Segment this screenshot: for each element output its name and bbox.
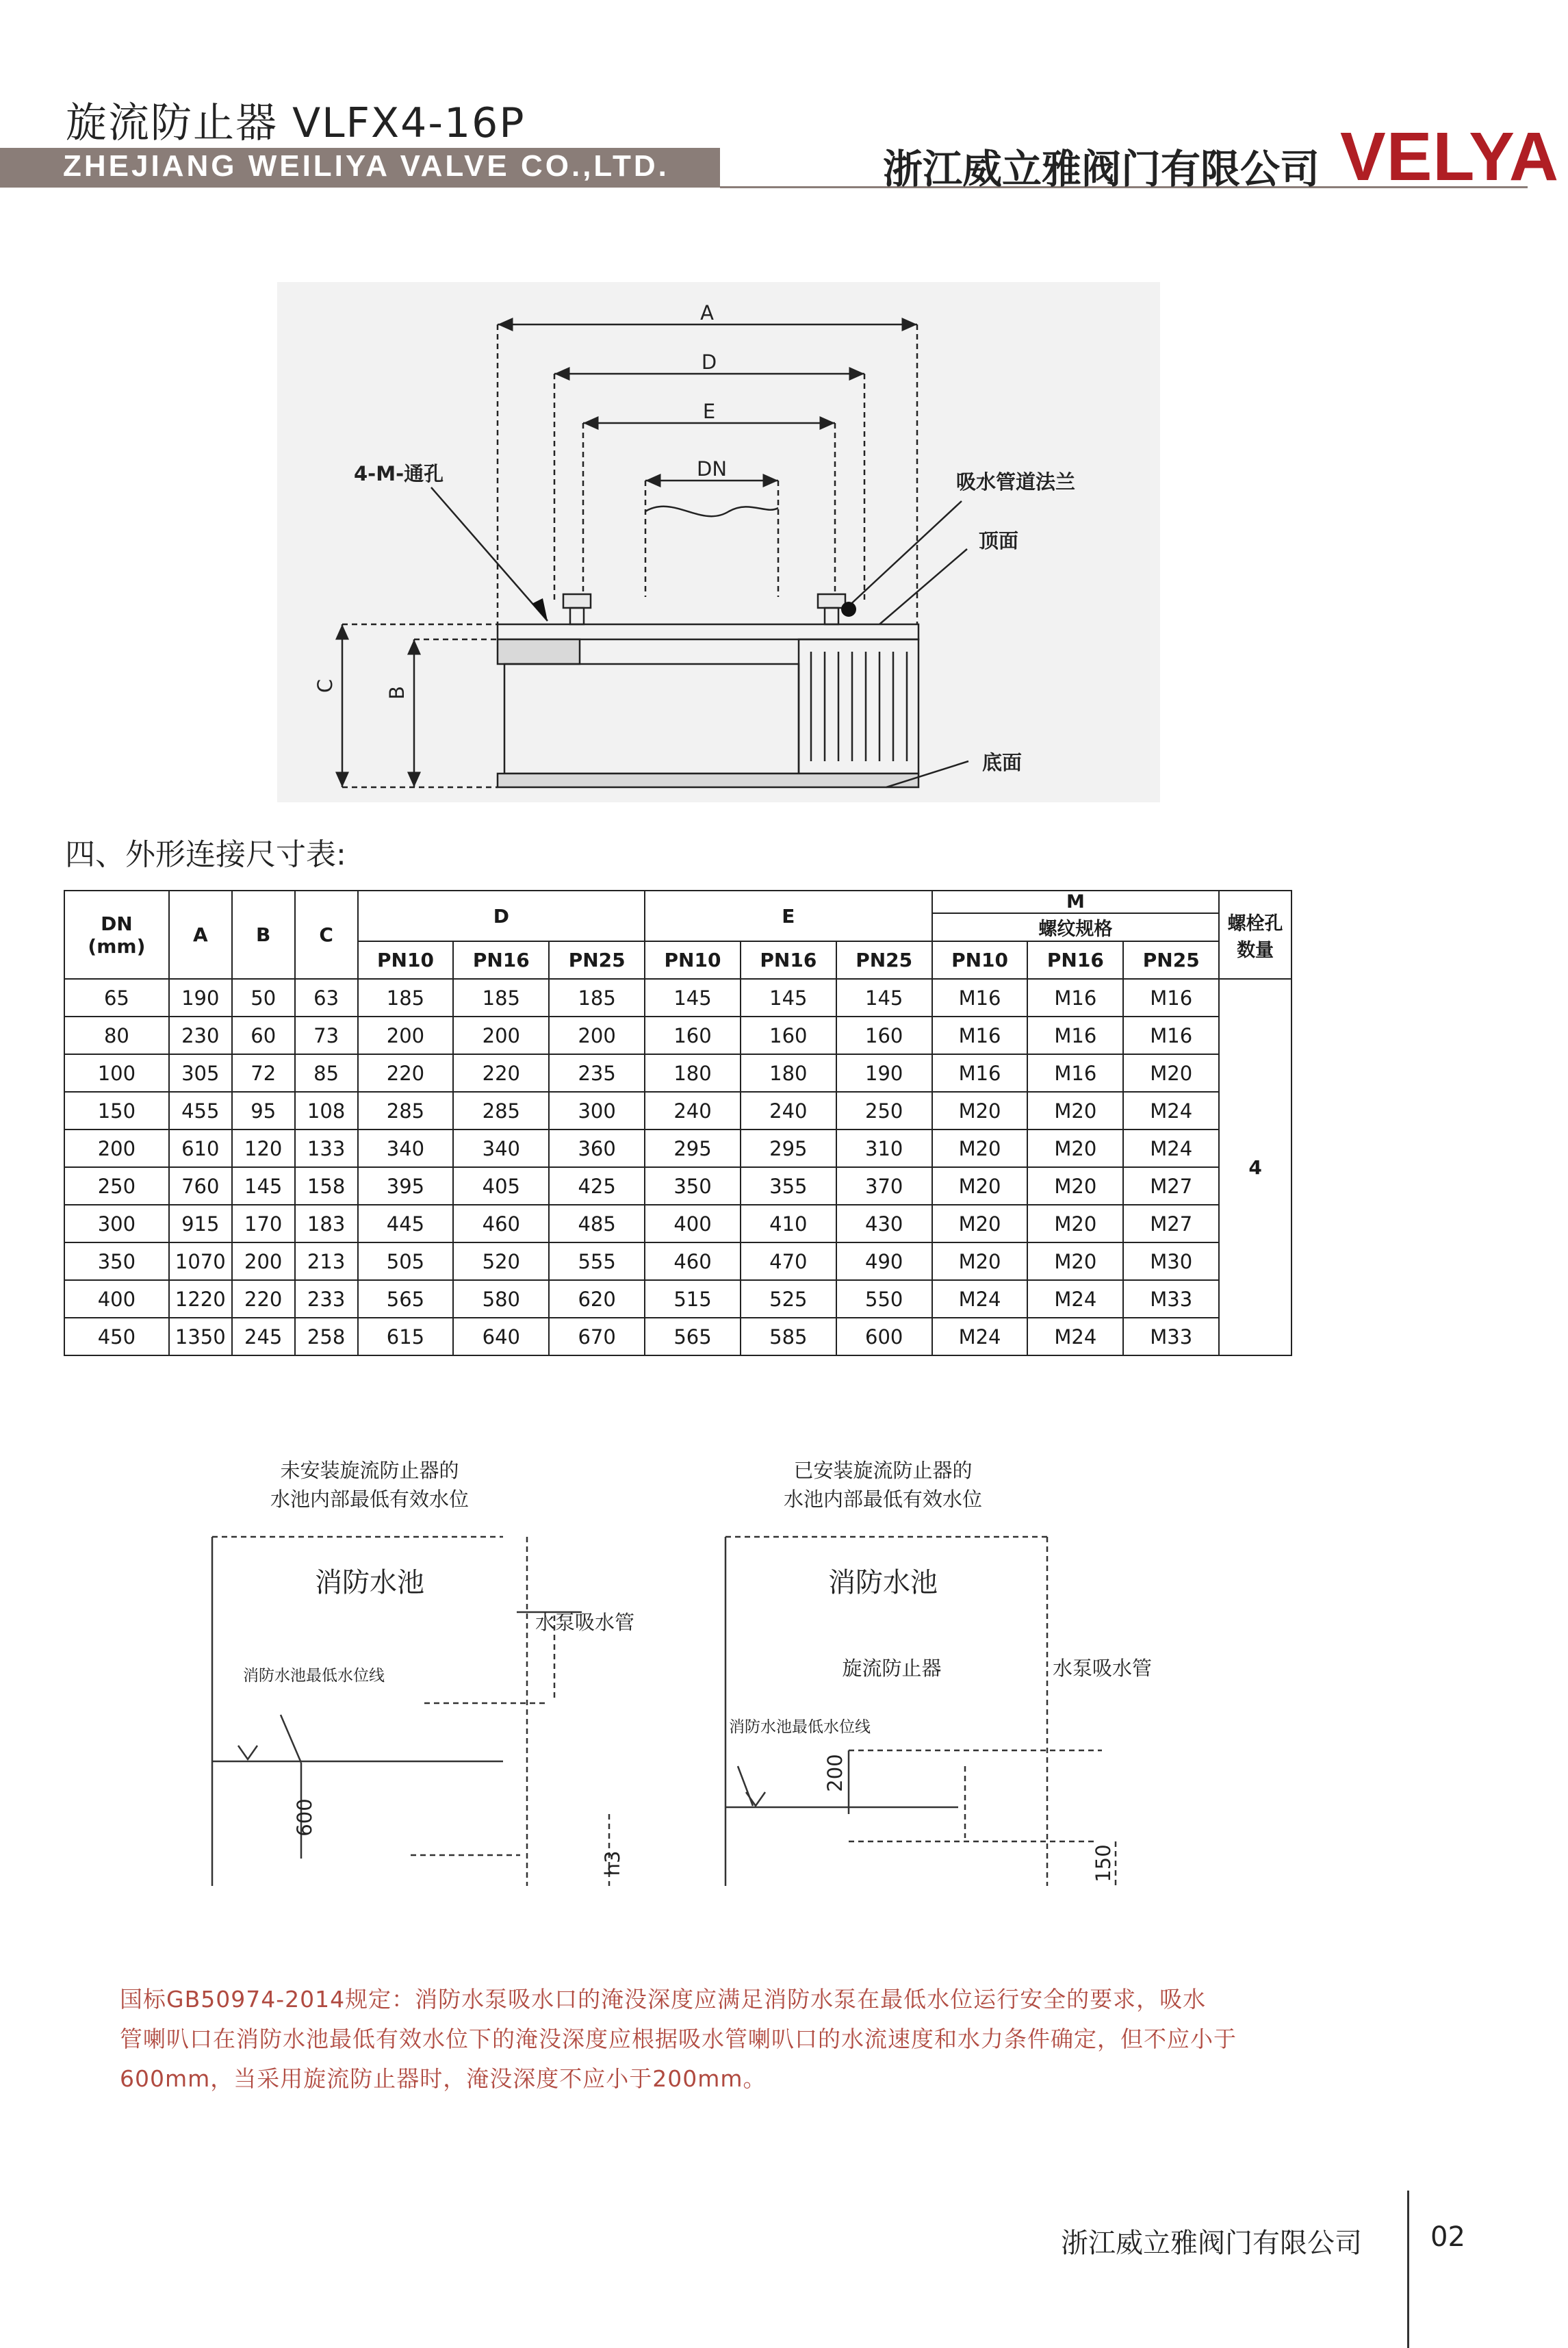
table-cell: 190 [169,979,232,1017]
header-e-pn25: PN25 [836,941,932,979]
left-pipe-label: 水泵吸水管 [535,1611,635,1634]
header-m: M [932,891,1220,913]
table-cell: 355 [741,1167,836,1205]
table-cell: 620 [549,1280,645,1318]
table-cell: M20 [1027,1205,1123,1242]
table-cell: 760 [169,1167,232,1205]
bolt-count-cell: 4 [1219,979,1291,1355]
table-cell: 180 [645,1054,741,1092]
table-cell: 460 [645,1242,741,1280]
table-row [64,1017,1291,1054]
table-cell: 145 [741,979,836,1017]
company-name-en: ZHEJIANG WEILIYA VALVE CO.,LTD. [63,149,669,183]
table-cell: 220 [453,1054,549,1092]
table-cell: 145 [645,979,741,1017]
table-cell: 300 [64,1205,169,1242]
table-cell: 220 [232,1280,295,1318]
table-cell: 60 [232,1017,295,1054]
table-cell: 245 [232,1318,295,1355]
table-cell: 285 [453,1092,549,1130]
table-cell: 170 [232,1205,295,1242]
regulation-note [120,1980,1297,2099]
header-dn-unit: (mm) [88,934,146,958]
header-e-pn16: PN16 [741,941,836,979]
table-cell: 185 [358,979,454,1017]
table-cell: 610 [169,1130,232,1167]
table-cell: 915 [169,1205,232,1242]
table-cell: M24 [932,1280,1028,1318]
table-cell: 305 [169,1054,232,1092]
table-cell: 185 [453,979,549,1017]
dim-dn-label: DN [696,457,728,481]
table-cell: 233 [295,1280,358,1318]
table-cell: 200 [64,1130,169,1167]
header-b: B [232,891,295,979]
table-cell: 525 [741,1280,836,1318]
flange-label: 吸水管道法兰 [956,470,1076,494]
table-cell: 235 [549,1054,645,1092]
table-cell: 430 [836,1205,932,1242]
table-cell: 100 [64,1054,169,1092]
header-dn [64,891,169,979]
drawing-svg [277,282,1160,802]
right-level-line-label: 消防水池最低水位线 [729,1718,871,1736]
tank-svg [0,1444,1568,1924]
table-cell: 490 [836,1242,932,1280]
table-cell: M16 [932,1054,1028,1092]
table-cell: 230 [169,1017,232,1054]
table-cell: M24 [1123,1130,1219,1167]
header-d: D [358,891,645,941]
table-cell: 150 [64,1092,169,1130]
table-cell: 73 [295,1017,358,1054]
table-cell: 183 [295,1205,358,1242]
table-cell: 460 [453,1205,549,1242]
table-cell: 360 [549,1130,645,1167]
table-cell: M24 [1123,1092,1219,1130]
table-cell: 340 [453,1130,549,1167]
note-line-2: 管喇叭口在消防水池最低有效水位下的淹没深度应根据吸水管喇叭口的水流速度和水力条件确定，但不应小于 [120,2026,1237,2052]
table-cell: M16 [1027,1017,1123,1054]
note-line-3: 600mm，当采用旋流防止器时，淹没深度不应小于200mm。 [120,2065,767,2092]
table-cell: 95 [232,1092,295,1130]
company-name-cn: 浙江威立雅阀门有限公司 [883,146,1320,192]
table-cell: 450 [64,1318,169,1355]
table-cell: M20 [932,1242,1028,1280]
table-cell: 240 [741,1092,836,1130]
table-cell: M16 [1123,979,1219,1017]
table-cell: 580 [453,1280,549,1318]
table-cell: M20 [932,1092,1028,1130]
header-m-pn10: PN10 [932,941,1028,979]
table-cell: M33 [1123,1280,1219,1318]
table-cell: 160 [741,1017,836,1054]
table-cell: M16 [1027,979,1123,1017]
right-pipe-label: 水泵吸水管 [1053,1657,1153,1680]
table-cell: 250 [836,1092,932,1130]
table-cell: 670 [549,1318,645,1355]
table-cell: 505 [358,1242,454,1280]
table-cell: 200 [358,1017,454,1054]
table-cell: 615 [358,1318,454,1355]
hole-spec-label: 4-M-通孔 [354,462,444,485]
table-cell: M20 [932,1205,1028,1242]
table-cell: 108 [295,1092,358,1130]
header-c: C [295,891,358,979]
table-cell: M16 [932,979,1028,1017]
header-d-pn10: PN10 [358,941,454,979]
table-body [64,979,1291,1355]
table-cell: M33 [1123,1318,1219,1355]
header-bolt-line1: 螺栓孔 [1227,913,1283,934]
header-a: A [169,891,232,979]
table-cell: 395 [358,1167,454,1205]
table-cell: 565 [358,1280,454,1318]
bottom-face-label: 底面 [982,751,1023,774]
table-cell: 145 [836,979,932,1017]
table-row [64,1167,1291,1205]
table-row [64,1092,1291,1130]
right-tank-name: 消防水池 [828,1567,938,1598]
table-cell: 310 [836,1130,932,1167]
table-cell: 258 [295,1318,358,1355]
table-cell: M20 [1027,1242,1123,1280]
right-caption-2: 水池内部最低有效水位 [783,1488,983,1511]
flange-hole-marker [841,602,856,617]
table-cell: 120 [232,1130,295,1167]
table-cell: M24 [1027,1280,1123,1318]
footer-separator [1407,2191,1409,2348]
table-cell: 200 [453,1017,549,1054]
header-e-pn10: PN10 [645,941,741,979]
table-cell: 600 [836,1318,932,1355]
page-header [0,0,1568,205]
table-cell: M24 [1027,1318,1123,1355]
table-cell: 455 [169,1092,232,1130]
table-cell: 133 [295,1130,358,1167]
table-cell: 300 [549,1092,645,1130]
product-title: 旋流防止器 VLFX4-16P [66,99,526,147]
table-cell: 200 [232,1242,295,1280]
table-cell: 425 [549,1167,645,1205]
technical-drawing [277,282,1160,802]
dim-a-label: A [700,301,714,324]
table-cell: 350 [645,1167,741,1205]
note-line-1: 国标GB50974-2014规定：消防水泵吸水口的淹没深度应满足消防水泵在最低水位运行安全的要求，吸水 [120,1986,1207,2013]
header-d-pn25: PN25 [549,941,645,979]
table-row [64,979,1291,1017]
table-cell: 555 [549,1242,645,1280]
tank-diagrams [0,1444,1568,1924]
table-cell: M16 [1027,1054,1123,1092]
table-cell: 400 [645,1205,741,1242]
left-depth-label: 600 [293,1798,316,1837]
footer-company: 浙江威立雅阀门有限公司 [1061,2228,1362,2259]
table-cell: 65 [64,979,169,1017]
table-cell: 1070 [169,1242,232,1280]
table-cell: 80 [64,1017,169,1054]
table-cell: M20 [1027,1130,1123,1167]
table-cell: 400 [64,1280,169,1318]
table-cell: M27 [1123,1205,1219,1242]
table-cell: 350 [64,1242,169,1280]
right-gap-label: 150 [1092,1844,1115,1883]
table-cell: 240 [645,1092,741,1130]
table-row [64,1318,1291,1355]
table-cell: 565 [645,1318,741,1355]
table-row [64,1054,1291,1092]
table-cell: 85 [295,1054,358,1092]
table-cell: 200 [549,1017,645,1054]
brand-logo: VELYA [1340,118,1560,195]
header-dn-text: DN [101,912,133,935]
table-cell: M20 [1027,1167,1123,1205]
table-cell: 160 [836,1017,932,1054]
left-h3-label: h3 [601,1850,624,1876]
table-cell: 515 [645,1280,741,1318]
table-cell: 520 [453,1242,549,1280]
left-tank-name: 消防水池 [315,1567,424,1598]
table-cell: 295 [741,1130,836,1167]
table-row [64,1130,1291,1167]
header-m-pn16: PN16 [1027,941,1123,979]
header-d-pn16: PN16 [453,941,549,979]
table-cell: M30 [1123,1242,1219,1280]
table-cell: 470 [741,1242,836,1280]
table-cell: 370 [836,1167,932,1205]
table-cell: M27 [1123,1167,1219,1205]
table-row [64,1280,1291,1318]
table-cell: 145 [232,1167,295,1205]
table-cell: 340 [358,1130,454,1167]
table-cell: M16 [1123,1017,1219,1054]
table-cell: 640 [453,1318,549,1355]
table-cell: M16 [932,1017,1028,1054]
right-caption-1: 已安装旋流防止器的 [793,1459,973,1482]
preventer-label: 旋流防止器 [842,1657,942,1680]
table-cell: M24 [932,1318,1028,1355]
header-e: E [645,891,932,941]
top-face-label: 顶面 [979,529,1019,552]
table-row [64,1242,1291,1280]
table-cell: 485 [549,1205,645,1242]
table-cell: 1350 [169,1318,232,1355]
header-m-pn25: PN25 [1123,941,1219,979]
table-cell: 585 [741,1318,836,1355]
table-cell: 405 [453,1167,549,1205]
table-cell: M20 [932,1167,1028,1205]
table-cell: 63 [295,979,358,1017]
dim-b-label: B [385,686,409,700]
page-number: 02 [1430,2221,1465,2253]
dim-e-label: E [702,400,716,423]
table-cell: 295 [645,1130,741,1167]
table-cell: 213 [295,1242,358,1280]
table-cell: 285 [358,1092,454,1130]
table-cell: 160 [645,1017,741,1054]
left-level-line-label: 消防水池最低水位线 [243,1667,385,1685]
table-cell: 180 [741,1054,836,1092]
header-bolt-count [1219,891,1291,979]
table-cell: 410 [741,1205,836,1242]
dim-d-label: D [701,350,717,374]
table-cell: 190 [836,1054,932,1092]
left-caption-1: 未安装旋流防止器的 [280,1459,459,1482]
table-cell: 220 [358,1054,454,1092]
left-caption-2: 水池内部最低有效水位 [270,1488,470,1511]
table-cell: 50 [232,979,295,1017]
header-bolt-line2: 数量 [1237,939,1274,961]
dimension-table [64,890,1292,1356]
table-row [64,1205,1291,1242]
table-cell: 72 [232,1054,295,1092]
header-thread: 螺纹规格 [932,913,1220,941]
section-heading: 四、外形连接尺寸表: [65,837,346,872]
table-cell: 250 [64,1167,169,1205]
table-cell: 1220 [169,1280,232,1318]
table-cell: 550 [836,1280,932,1318]
table-cell: M20 [1027,1092,1123,1130]
dim-c-label: C [313,678,337,693]
table-cell: 158 [295,1167,358,1205]
table-cell: M20 [932,1130,1028,1167]
right-depth-label: 200 [823,1754,847,1792]
table-cell: M20 [1123,1054,1219,1092]
table-cell: 185 [549,979,645,1017]
table-cell: 445 [358,1205,454,1242]
